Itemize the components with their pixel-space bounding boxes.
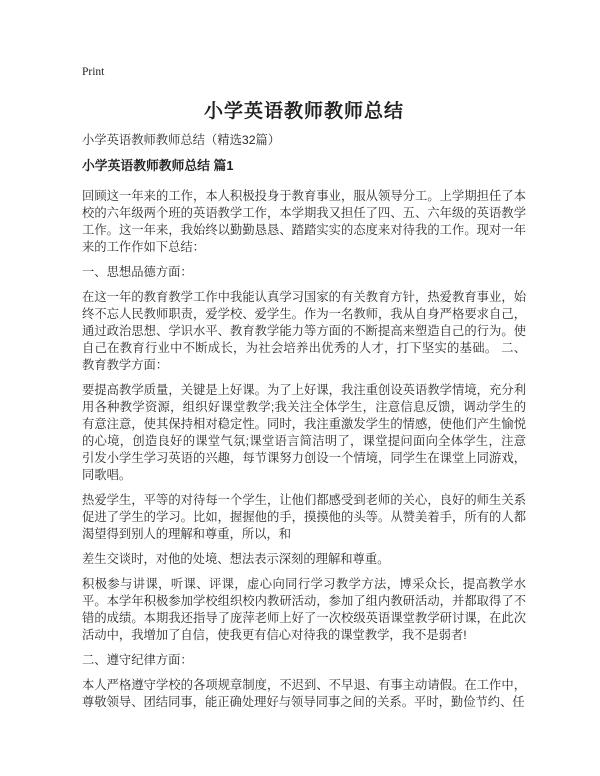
paragraph-discipline: 本人严格遵守学校的各项规章制度，不迟到、不早退、有事主动请假。在工作中，尊敬领导、团结同事，能正确处理好与领导同事之间的关系。平时，勤俭节约、任: [82, 678, 526, 709]
paragraph-ideology: 在这一年的教育教学工作中我能认真学习国家的有关教育方针，热爱教育事业，始终不忘人民教师职责，爱学校、爱学生。作为一名教师，我从自身严格要求自己，通过政治思想、学识水平、教育教学能力等方面的不断提高来塑造自己的行为。使自己在教育行业中不断成长，为社会培养出优秀的人才，打下坚实的基础。 二、教育教学方面：: [82, 290, 526, 372]
paragraph-intro: 回顾这一年来的工作，本人积极投身于教育事业，服从领导分工。上学期担任了本校的六年级两个班的英语教学工作，本学期我又担任了四、五、六年级的英语教学工作。这一年来，我始终以勤勤恳恳、踏踏实实的态度来对待我的工作。现对一年来的工作作如下总结：: [82, 189, 526, 254]
page-title: 小学英语教师教师总结: [203, 101, 404, 122]
paragraph-talk: 差生交谈时，对他的处境、想法表示深刻的理解和尊重。: [82, 552, 390, 566]
doc-subtitle: 小学英语教师教师总结（精选32篇）: [82, 133, 281, 147]
heading-discipline: 二、遵守纪律方面：: [82, 653, 193, 667]
heading-ideology: 一、思想品德方面：: [82, 265, 193, 279]
document-body: [82, 188, 526, 711]
paragraph-students: 热爱学生，平等的对待每一个学生，让他们都感受到老师的关心，良好的师生关系促进了学生的学习。比如，握握他的手，摸摸他的头等。从赞美着手，所有的人都渴望得到别人的理解和尊重，所以，和: [82, 493, 526, 541]
print-button[interactable]: Print: [82, 66, 105, 78]
section-heading-part1: 小学英语教师教师总结 篇1: [82, 158, 234, 173]
paragraph-teaching: 要提高教学质量，关键是上好课。为了上好课，我注重创设英语教学情境，充分利用各种教学资源，组织好课堂教学;我关注全体学生，注意信息反馈，调动学生的有意注意，使其保持相对稳定性。同时，我注重激发学生的情感，使他们产生愉悦的心境，创造良好的课堂气氛;课堂语言简洁明了，课堂提问面向全体学生，注意引发小学生学习英语的兴趣，每节课努力创设一个情境，同学生在课堂上同游戏，同歌唱。: [82, 383, 526, 482]
paragraph-research: 积极参与讲课，听课、评课，虚心向同行学习教学方法，博采众长，提高教学水平。本学年积极参加学校组织校内教研活动，参加了组内教研活动，并都取得了不错的成绩。本期我还指导了庞萍老师上好了一次校级英语课堂教学研讨课，在此次活动中，我增加了自信，使我更有信心对待我的课堂教学，我不是弱者!: [82, 577, 526, 642]
